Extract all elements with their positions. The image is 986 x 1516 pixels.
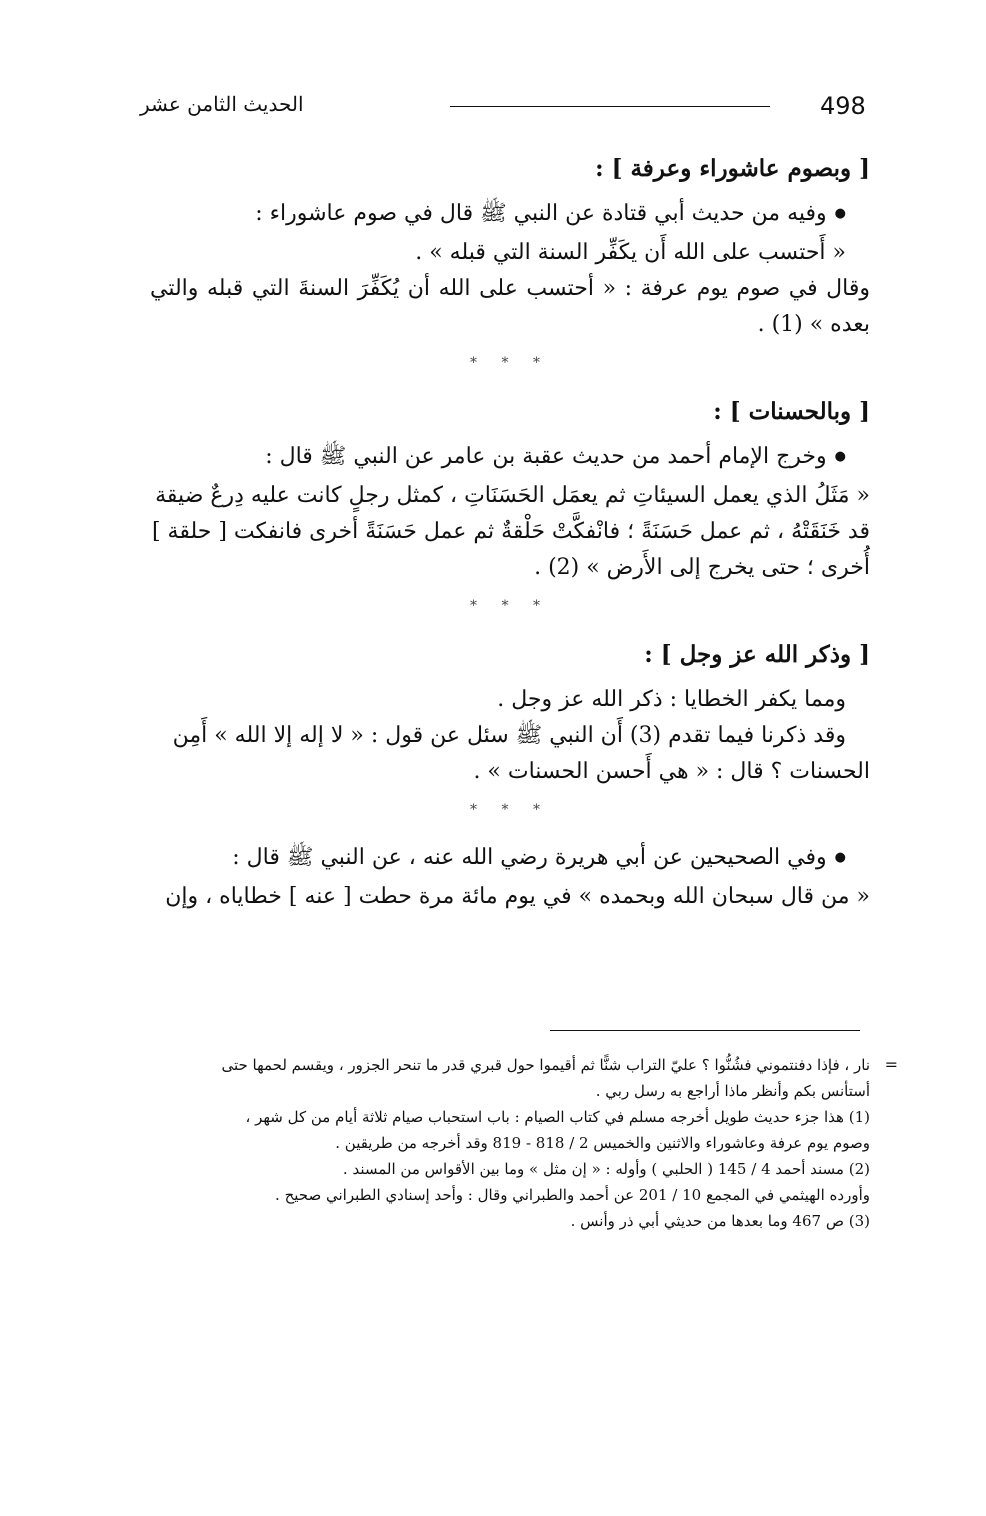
section-heading: [ وبصوم عاشوراء وعرفة ] : xyxy=(595,155,870,182)
footnote-continuation xyxy=(160,1052,898,1078)
paragraph-line: « مَثَلُ الذي يعمل السيئاتِ ثم يعمَل الحَسَنَاتِ ، كمثل رجلٍ كانت عليه دِرعٌ ضيقة xyxy=(155,483,870,508)
paragraph-line: وقد ذكرنا فيما تقدم (3) أَن النبي ﷺ سئل عن قول : « لا إله إلا الله » أَمِن xyxy=(172,723,846,748)
section-dhikr xyxy=(150,636,870,790)
footnote-rule xyxy=(550,1030,860,1031)
paragraph-line: « من قال سبحان الله وبحمده » في يوم مائة مرة حطت [ عنه ] خطاياه ، وإن xyxy=(165,884,870,909)
continuation-mark: = xyxy=(884,1055,898,1074)
section-separator: * * * xyxy=(470,598,550,614)
main-text xyxy=(150,150,870,921)
section-separator: * * * xyxy=(470,802,550,818)
section-separator: * * * xyxy=(470,355,550,371)
section-heading: [ وبالحسنات ] : xyxy=(713,398,870,425)
paragraph-line: ومما يكفر الخطايا : ذكر الله عز وجل . xyxy=(497,687,846,712)
footnote-line: وصوم يوم عرفة وعاشوراء والاثنين والخميس 2 / 818 - 819 وقد أخرجه من طريقين . xyxy=(335,1134,870,1152)
section-heading: [ وذكر الله عز وجل ] : xyxy=(644,641,870,668)
running-title: الحديث الثامن عشر xyxy=(140,92,304,116)
paragraph-line: ● وفيه من حديث أبي قتادة عن النبي ﷺ قال في صوم عاشوراء : xyxy=(150,196,870,235)
page-number: 498 xyxy=(820,92,866,120)
paragraph-line: وقال في صوم يوم عرفة : « أحتسب على الله أن يُكَفِّرَ السنةَ التي قبله والتي بعده » (1) . xyxy=(150,276,870,337)
section-sahihayn xyxy=(150,840,870,915)
header-rule xyxy=(450,106,770,107)
footnote-2: (2) مسند أحمد 4 / 145 ( الحلبي ) وأوله : « إن مثل » وما بين الأقواس من المسند . xyxy=(342,1160,870,1178)
paragraph-line: الحسنات ؟ قال : « هي أَحسن الحسنات » . xyxy=(473,759,870,784)
section-ashura-arafa xyxy=(150,150,870,343)
footnote-3: (3) ص 467 وما بعدها من حديثي أبي ذر وأنس . xyxy=(570,1212,870,1230)
paragraph-line: ● وفي الصحيحين عن أبي هريرة رضي الله عنه ، عن النبي ﷺ قال : xyxy=(150,840,870,879)
paragraph-line: أُخرى ؛ حتى يخرج إلى الأَرض » (2) . xyxy=(534,555,870,580)
footnote-1: (1) هذا جزء حديث طويل أخرجه مسلم في كتاب الصيام : باب استحباب صيام ثلاثة أيام من كل شهر ، xyxy=(245,1108,870,1126)
paragraph-line: قد خَنَقَتْهُ ، ثم عمل حَسَنَةً ؛ فانْفكَّتْ حَلْقةٌ ثم عمل حَسَنَةً أخرى فانفكت [ حلقة ] xyxy=(151,519,870,544)
paragraph-line: « أَحتسب على الله أَن يكَفِّر السنة التي قبله » . xyxy=(415,240,846,265)
footnote-line: وأورده الهيثمي في المجمع 10 / 201 عن أحمد والطبراني وقال : وأحد إسنادي الطبراني صحيح . xyxy=(275,1186,870,1204)
footnote-line: أستأنس بكم وأنظر ماذا أراجع به رسل ربي . xyxy=(595,1082,870,1100)
section-good-deeds xyxy=(150,393,870,586)
paragraph-line: ● وخرج الإمام أحمد من حديث عقبة بن عامر عن النبي ﷺ قال : xyxy=(150,439,870,478)
footnote-line: نار ، فإذا دفنتموني فشُنُّوا ؟ عليّ التراب شنًّا ثم أقيموا حول قبري قدر ما تنحر الجزور ، ويقسم لحمها حتى xyxy=(221,1056,870,1074)
page-header xyxy=(140,92,876,128)
footnotes xyxy=(160,1052,898,1234)
